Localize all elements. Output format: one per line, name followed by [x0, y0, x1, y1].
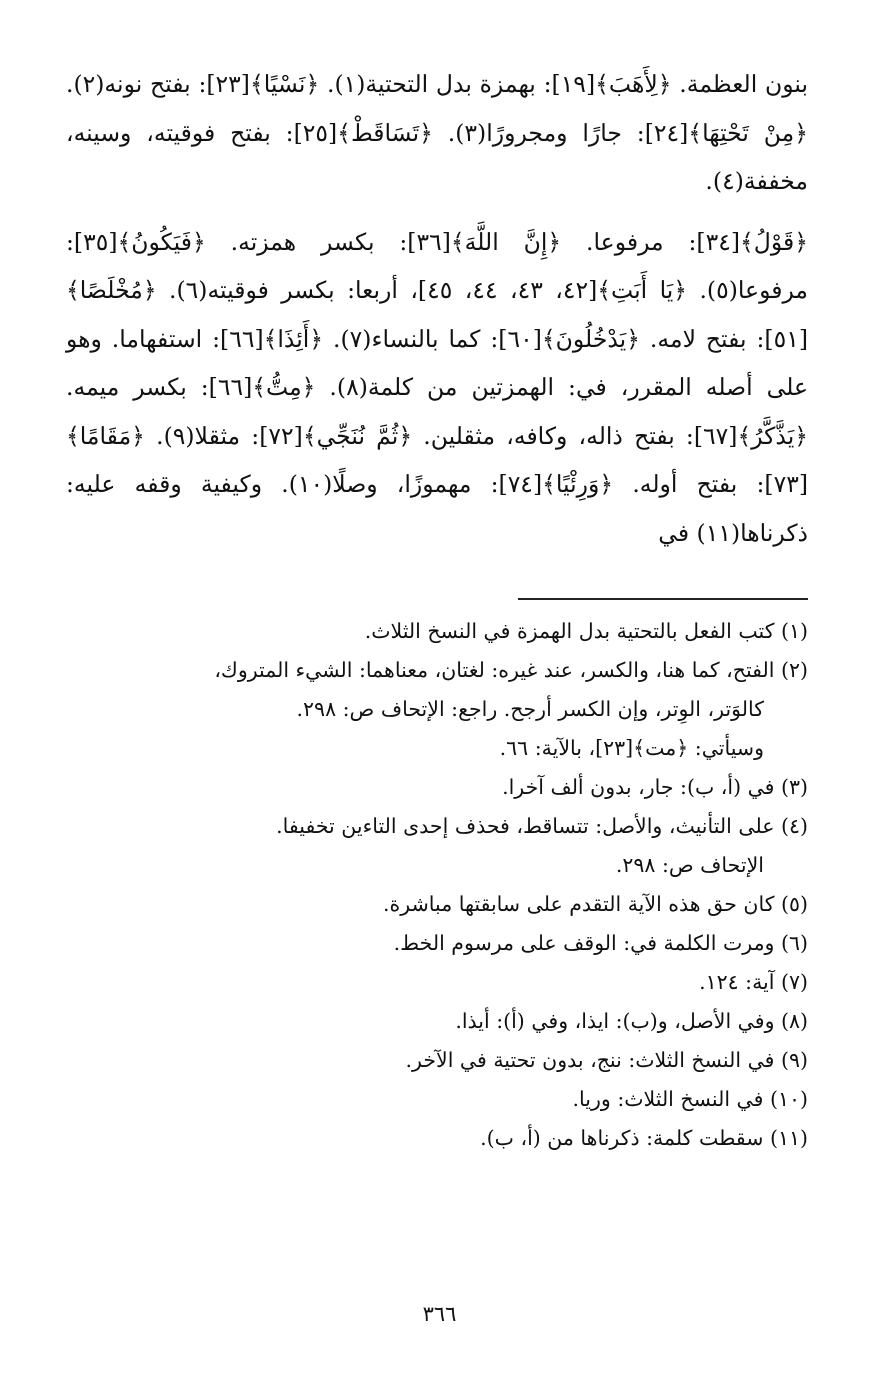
footnote-3: (٣) في (أ، ب): جار، بدون ألف آخرا. [502, 775, 808, 799]
footnote-8: (٨) وفي الأصل، و(ب): ايذا، وفي (أ): أيذا. [455, 1009, 808, 1033]
page-number: ٣٦٦ [422, 1302, 457, 1326]
footnote-10: (١٠) في النسخ الثلاث: وريا. [572, 1087, 808, 1111]
footnote-7: (٧) آية: ١٢٤. [699, 970, 808, 994]
footnotes [66, 612, 808, 1158]
footnote-11: (١١) سقطت كلمة: ذكرناها من (أ، ب). [480, 1126, 808, 1150]
main-text [66, 60, 808, 557]
footnote-4: (٤) على التأنيث، والأصل: تتساقط، فحذف إحدى التاءين تخفيفا. [276, 814, 808, 838]
footnote-2: (٢) الفتح، كما هنا، والكسر، عند غيره: لغتان، معناهما: الشيء المتروك، [214, 658, 808, 682]
paragraph-2: ﴿قَوْلُ﴾[٣٤]: مرفوعا. ﴿إِنَّ اللَّهَ﴾[٣٦]: بكسر همزته. ﴿فَيَكُونُ﴾[٣٥]: مرفوعا(٥). ﴿يَا أَبَتِ﴾[٤٢، ٤٣، ٤٤، ٤٥]، أربعا: بكسر فوقيته(٦). ﴿مُخْلَصًا﴾[٥١]: بفتح لامه. ﴿يَدْخُلُونَ﴾[٦٠]: كما بالنساء(٧). ﴿أَئِذَا﴾[٦٦]: استفهاما. وهو على أصله المقرر، في: الهمزتين من كلمة(٨). ﴿مِتُّ﴾[٦٦]: بكسر ميمه. ﴿يَذَّكَّرُ﴾[٦٧]: بفتح ذاله، وكافه، مثقلين. ﴿ثُمَّ نُنَجِّي﴾[٧٢]: مثقلا(٩). ﴿مَقَامًا﴾[٧٣]: بفتح أوله. ﴿وَرِئْيًا﴾[٧٤]: مهموزًا، وصلًا(١٠). وكيفية وقفه عليه: ذكرناها(١١) في [66, 227, 809, 547]
footnote-separator [518, 598, 808, 600]
footnote-5: (٥) كان حق هذه الآية التقدم على سابقتها مباشرة. [383, 892, 808, 916]
footnote-4-continuation: الإتحاف ص: ٢٩٨. [615, 853, 764, 877]
footnote-2-continuation-2: وسيأتي: ﴿مت﴾[٢٣]، بالآية: ٦٦. [499, 736, 764, 760]
footnote-9: (٩) في النسخ الثلاث: ننج، بدون تحتية في الآخر. [405, 1048, 808, 1072]
footnote-1: (١) كتب الفعل بالتحتية بدل الهمزة في النسخ الثلاث. [364, 619, 808, 643]
footnote-6: (٦) ومرت الكلمة في: الوقف على مرسوم الخط. [393, 931, 808, 955]
paragraph-1: بنون العظمة. ﴿لِأَهَبَ﴾[١٩]: بهمزة بدل التحتية(١). ﴿نَسْيًا﴾[٢٣]: بفتح نونه(٢). ﴿مِنْ تَحْتِهَا﴾[٢٤]: جارًا ومجرورًا(٣). ﴿تَسَاقَطْ﴾[٢٥]: بفتح فوقيته، وسينه، مخففة(٤). [66, 70, 808, 195]
footnote-2-continuation-1: كالوَتر، الوِتر، وإن الكسر أرجح. راجع: الإتحاف ص: ٢٩٨. [296, 697, 764, 721]
